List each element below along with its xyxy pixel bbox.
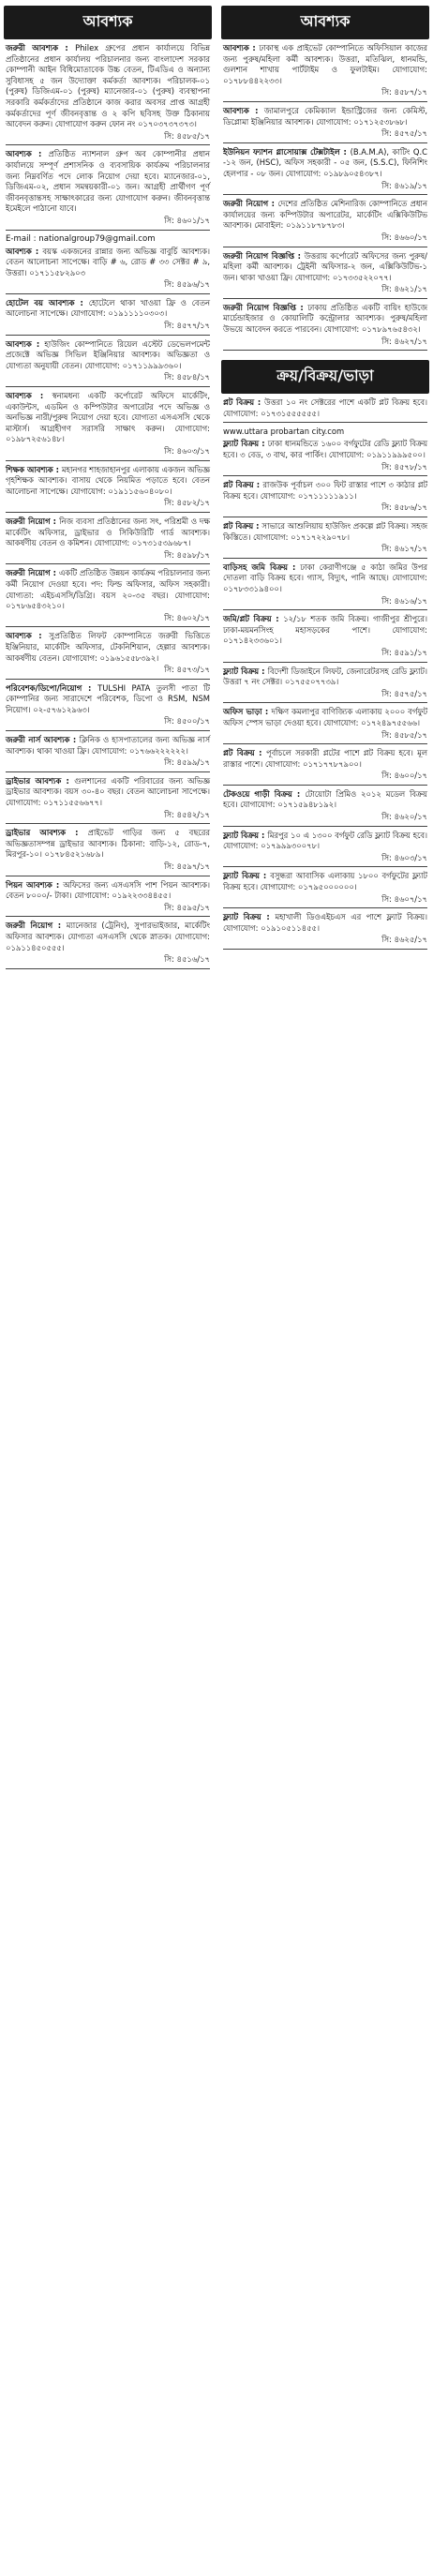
ad-title: আবশ্যক :: [6, 631, 50, 641]
ad-ref: সি: ৪৫৮৪/১৭: [164, 372, 210, 382]
ad-body: ঢাকাস্থ এক প্রাইভেট কোম্পানিতে অফিসিয়াল কাজের জন্য পুরুষ/মহিলা কর্মী আবশ্যক। উত্তরা, মতিঝিল, ধানমন্ডি, গুলশান শাখায় পার্টটাইম ও ফুলটাইম। যোগাযোগ: ০১৭৮৮৪৪২২৩৩।: [223, 43, 427, 85]
ad-divider: [223, 298, 427, 299]
ad-body: প্রতিষ্ঠিত ন্যাশনাল গ্রুপ অব কোম্পানীর প্রধান কার্যালয়ে সম্পূর্ণ প্রশাসনিক ও ব্যবসায়িক কার্যক্রম পরিচালনার জন্য নিম্নবর্ণিত পদে লোক নিয়োগ দেয়া হবে। ম্যানেজার-০১, ডিজিএম-০২, প্রধান সমন্বয়কারী-০১ জন। আগ্রহী প্রার্থীগণ পূর্ণ জীবনবৃত্তান্তসহ সাক্ষাৎকারের জন্য যোগাযোগ করুন। জীবনবৃত্তান্ত ইমেইলে পাঠানো যাবে।: [6, 149, 211, 214]
ad-ref: সি: ৪৬২১/১৭: [381, 284, 427, 294]
ad-divider: [223, 949, 427, 950]
ad-divider: [6, 730, 210, 731]
ad-ref: সি: ৪৬০১/১৭: [164, 215, 210, 225]
ad-ref: সি: ৪৬০৩/১৭: [381, 852, 427, 862]
ad-ref: সি: ৪৬৬০/১৭: [381, 232, 427, 242]
ad-body: দক্ষিণ কমলাপুর বাণিজ্যিক এলাকায় ২০০০ বর্গফুট অফিস স্পেস ভাড়া দেওয়া হবে। যোগাযোগ: ০১৭২৪৯৭৫৫৬৬।: [223, 707, 428, 727]
ad-title: ফ্ল্যাট বিক্রয় :: [223, 830, 268, 840]
ad-divider: [223, 194, 427, 195]
ad-body: মিরপুর ১০ এ ১৩০০ বর্গফুট রেডি ফ্ল্যাট বিক্রয় হবে। যোগাযোগ: ০১৭৯৯৯৩০০৭৮।: [223, 830, 427, 851]
right-column: [221, 6, 429, 953]
ad-ref: সি: ৪৬০২/১৭: [164, 612, 210, 622]
ad-divider: [223, 785, 427, 786]
ad-body: গুলশানের একটি পরিবারের জন্য অভিজ্ঞ ড্রাইভার আবশ্যক। বয়স ৩০-৪০ বছর। বেতন আলোচনা সাপেক্ষে। যোগাযোগ: ০১৭১১৫৫৬৬৭৭।: [6, 775, 210, 808]
ad-body: উত্তরায় কর্পোরেট অফিসের জন্য পুরুষ/মহিলা কর্মী আবশ্যক। ট্রেইনী অফিসার-২ জন, এক্সিকিউটিভ-১ জন। থাকা খাওয়া ফ্রি। যোগাযোগ: ০১৭৩৩৫২২০৭৭।: [223, 250, 427, 282]
ad-body: ১২/১৮ শতক জমি বিক্রয়। গাজীপুর শ্রীপুরে। ঢাকা-ময়মনসিংহ মহাসড়কের পাশে। যোগাযোগ: ০১৭১৪২৩৩৬০১।: [223, 614, 427, 646]
ad-divider: [223, 743, 427, 744]
ad-title: জরুরী আবশ্যক :: [6, 43, 76, 52]
ad-body: বয়স্ক একজনের রান্নার জন্য অভিজ্ঞ বাবুর্চি আবশ্যক। বেতন আলোচনা সাপেক্ষে। বাড়ি # ৬, রোড # ৩৩ সেক্টর # ৯, উত্তরা। ০১৭১১৫৮২৯০৩: [6, 246, 210, 277]
classified-ad: [6, 921, 210, 965]
ad-title: আবশ্যক :: [6, 246, 43, 256]
ad-ref: সি: ৪৫৮৫/১৭: [164, 130, 210, 141]
ad-ref: সি: ৪৫৭৭/১৭: [164, 321, 210, 331]
ad-title: প্লট বিক্রয় :: [223, 397, 264, 408]
classified-ad: [6, 735, 210, 769]
ad-body: হাউজিং কোম্পানিতে রিয়েল এস্টেট ডেভেলপমেন্ট প্রজেক্টে অভিজ্ঞ সিভিল ইঞ্জিনিয়ার আবশ্যক। অভিজ্ঞতা ও যোগ্যতা অনুযায়ী বেতন। যোগাযোগ: ০১৭১১৯৯৯৩৬০।: [6, 338, 210, 370]
ad-divider: [6, 512, 210, 513]
ad-body: বসুন্ধরা আবাসিক এলাকায় ১৮০০ বর্গফুটের ফ্ল্যাট বিক্রয় হবে। যোগাযোগ: ০১৭৯৫০০০০০০।: [223, 871, 427, 892]
ad-body: দেশের প্রতিষ্ঠিত মেশিনারিজ কোম্পানিতে প্রধান কার্যালয়ের জন্য কম্পিউটার অপারেটর, মার্কেটিং এক্সিকিউটিভ আবশ্যক। মোবাইল: ০১৯১১৮৭৮৭৮৩।: [223, 199, 427, 231]
ad-divider: [223, 826, 427, 827]
ad-body: উত্তরা ১০ নং সেক্টরের পাশে একটি প্লট বিক্রয় হবে। যোগাযোগ: ০১৭৩১৫৫৫৫৫৫।: [223, 397, 427, 418]
ad-body: TULSHI PATA তুলসী পাতা টি কোম্পানির জন্য সারাদেশে পরিবেশক, ডিপো ও RSM, NSM নিয়োগ। ০২-৫৭৬১২৯৬৩।: [6, 682, 210, 714]
ad-title: আবশ্যক :: [6, 149, 49, 159]
ad-ref: সি: ৪৫৯৬/১৭: [164, 279, 210, 290]
ad-body: স্বনামধন্য একটি কর্পোরেট অফিসে মার্কেটিং, একাউন্টস, এডমিন ও কম্পিউটার অপারেটর পদে অভিজ্ঞ ও অনভিজ্ঞ নারী/পুরুষ নিয়োগ দেয়া হবে। যোগ্যতা এসএসসি থেকে মাস্টার্স। আগ্রহীগণ সরাসরি সাক্ষাৎ করুন। যোগাযোগ: ০১৯৮৭২৫৬১৪৮।: [6, 391, 210, 444]
classified-ad: [223, 748, 427, 782]
ad-divider: [223, 702, 427, 703]
ad-divider: [223, 609, 427, 610]
ad-divider: [6, 968, 210, 969]
ad-divider: [6, 293, 210, 294]
ad-title: জরুরী নার্স আবশ্যক :: [6, 735, 80, 745]
section-header-sale: ক্রয়/বিক্রয়/ভাড়া: [221, 360, 429, 394]
ad-title: হোটেল বয় আবশ্যক :: [6, 297, 89, 307]
ad-body: ঢাকা কেরাণীগঞ্জে ৫ কাঠা জমির উপর দোতলা বাড়ি বিক্রয় হবে। গ্যাস, বিদ্যুৎ, পানি আছে। যোগাযোগ: ০১৭৮৩৩১৯৪০০।: [223, 562, 427, 593]
ad-body: জামালপুরে কেমিক্যাল ইন্ডাস্ট্রিজের জন্য কেমিস্ট, ডিপ্লোমা ইঞ্জিনিয়ার আবশ্যক। যোগাযোগ: ০১৭১২৫৩৮৬৮।: [223, 105, 427, 127]
classified-ad: [223, 707, 427, 741]
ad-email[interactable]: E-mail : nationalgroup79@gmail.com: [6, 233, 156, 244]
ad-body: নিজ ব্যবসা প্রতিষ্ঠানের জন্য সৎ, পরিশ্রমী ও দক্ষ মার্কেটিং অফিসার, ড্রাইভার ও সিকিউরিটি গার্ড আবশ্যক। আকর্ষণীয় বেতন ও কমিশন। যোগাযোগ: ০১৭৩১৫৩৯৬৮৭।: [6, 516, 210, 548]
ad-title: ফ্ল্যাট বিক্রয় :: [223, 871, 271, 881]
classified-ad: [6, 149, 210, 226]
ad-divider: [223, 350, 427, 351]
classified-ad: [6, 776, 210, 820]
ad-ref: সি: ৪৫৮৬/১৭: [381, 502, 427, 513]
classified-ad: [6, 568, 210, 623]
classified-ad: [6, 247, 210, 291]
ad-body: ক্লিনিক ও হাসপাতালের জন্য অভিজ্ঞ নার্স আবশ্যক। থাকা খাওয়া ফ্রি। যোগাযোগ: ০১৭৬৬২২২২২২।: [6, 735, 210, 756]
ad-title: প্লট বিক্রয় :: [223, 521, 262, 531]
ad-ref: সি: ৪৫৯৫/১৭: [164, 902, 210, 912]
left-ads-list: [4, 43, 212, 969]
ad-title: ফ্ল্যাট বিক্রয় :: [223, 912, 276, 922]
ad-title: প্লট বিক্রয় :: [223, 748, 266, 758]
ad-divider: [223, 101, 427, 102]
ad-title: পরিবেশক/ডিপো/নিয়োগ :: [6, 682, 98, 693]
ad-ref: সি: ৪৬০০/১৭: [381, 771, 427, 781]
classified-ad: [223, 562, 427, 607]
ad-ref: সি: ৪৬১৯/১৭: [381, 180, 427, 190]
section-header-right: আবশ্যক: [221, 6, 429, 39]
ad-divider: [223, 866, 427, 867]
sale-ads-list: [221, 397, 429, 950]
ad-body: রাজউক পূর্বাচল ৩০০ ফিট রাস্তার পাশে ৩ কাঠার প্লট বিক্রয় হবে। যোগাযোগ: ০১৭১১১১১৯১১।: [223, 480, 428, 501]
ad-divider: [6, 563, 210, 564]
ad-body: প্রাইভেট গাড়ির জন্য ৫ বছরের অভিজ্ঞতাসম্পন্ন ড্রাইভার আবশ্যক। ঠিকানা: বাড়ি-১২, রোড-৭, মিরপুর-১০। ০১৭৮৪৫২১৬৮৯।: [6, 828, 210, 860]
classified-ad: [6, 828, 210, 872]
ad-title: টেকওয়ে গাড়ী বিক্রয় :: [223, 788, 306, 799]
ad-divider: [223, 558, 427, 559]
ad-ref: সি: ৪৬১৭/১৭: [381, 544, 427, 554]
ad-title: ইউনিয়ন ফ্যাশন গ্লাসোয়াক্স টেক্সটাইল :: [223, 146, 351, 157]
classified-ad: [6, 683, 210, 727]
ad-ref: সি: ৪৬২৭/১৭: [381, 336, 427, 346]
ad-ref: সি: ৪৫৯৭/১৭: [164, 861, 210, 871]
classified-ad: [223, 666, 427, 700]
ad-divider: [6, 144, 210, 145]
ad-body: টোয়োটা প্রিমিও ২০১২ মডেল বিক্রয় হবে। যোগাযোগ: ০১৭১৫৯৪৮১৯২।: [223, 788, 427, 810]
ad-divider: [6, 771, 210, 772]
classified-ad: [223, 789, 427, 823]
ad-ref: সি: ৪৫৯৯/১৭: [164, 757, 210, 768]
ad-title: জরুরী নিয়োগ :: [223, 199, 278, 209]
ad-ref: সি: ৪৬২৫/১৭: [381, 935, 427, 945]
ad-ref: সি: ৪৫১৬/১৭: [164, 954, 210, 965]
ad-body: একটি প্রতিষ্ঠিত উন্নয়ন কার্যক্রম পরিচালনার জন্য কর্মী নিয়োগ দেওয়া হবে। পদ: ফিল্ড অফিসার, অফিস সহকারী। যোগ্যতা: এইচএসসি/ডিগ্রি। বয়স ২০-৩৫ বছর। যোগাযোগ: ০১৭৮৬৫৪৩২১০।: [6, 568, 210, 611]
classified-ad: [223, 480, 427, 514]
ad-divider: [223, 475, 427, 476]
left-column: [4, 6, 212, 973]
ad-title: প্লট বিক্রয় :: [223, 480, 263, 490]
ad-title: জরুরী নিয়োগ বিজ্ঞপ্তি :: [223, 302, 308, 312]
ad-title: জরুরী নিয়োগ :: [6, 568, 59, 578]
classified-ad: [223, 303, 427, 347]
ad-body: (B.A.M.A), কাটিং Q.C -১২ জন, (HSC), অফিস সহকারী - ০৫ জন, (S.S.C), ফিনিশিং হেলপার - ০৮ জন। যোগাযোগ: ০১৯৮৯০৫৪৩৮৭।: [223, 146, 427, 178]
ad-divider: [223, 142, 427, 143]
ad-title: শিক্ষক আবশ্যক :: [6, 464, 62, 474]
classified-ad: [223, 521, 427, 555]
ad-body: হোটেলে থাকা খাওয়া ফ্রি ও বেতন আলোচনা সাপেক্ষে। যোগাযোগ: ০১৯১১১১০৩০৩।: [6, 297, 210, 319]
ad-divider: [6, 335, 210, 336]
classified-ad: [223, 106, 427, 140]
ad-title: আবশ্যক :: [6, 338, 45, 349]
classified-ad: [6, 631, 210, 675]
ad-title: ফ্ল্যাট বিক্রয় :: [223, 439, 268, 449]
ad-ref: সি: ৪৫৭৩/১৭: [164, 665, 210, 675]
ad-divider: [6, 386, 210, 387]
ad-ref: সি: ৪৫৮৫/১৭: [381, 729, 427, 740]
ad-divider: [223, 662, 427, 663]
classified-ad: [223, 251, 427, 295]
ad-divider: [6, 230, 210, 231]
ad-ref: সি: ৪৫৮৭/১৭: [381, 87, 427, 97]
ad-ref: সি: ৪৬২০/১৭: [381, 812, 427, 822]
ad-divider: [6, 916, 210, 917]
ad-divider: [223, 907, 427, 908]
classified-ad: [223, 439, 427, 472]
ad-divider: [6, 823, 210, 824]
classified-ad: [223, 43, 427, 98]
ad-title: জমি/প্লট বিক্রয় :: [223, 614, 284, 624]
ad-ref: সি: ৪৬১৬/১৭: [381, 595, 427, 606]
ad-body: ঢাকা ধানমন্ডিতে ১৬০০ বর্গফুটের রেডি ফ্ল্যাট বিক্রয় হবে। ৩ বেড, ৩ বাথ, কার পার্কিং। যোগাযোগ: ০১৯১১৯৯৯৫০০।: [223, 439, 428, 460]
ad-body: সাভারে আশুলিয়ায় হাউজিং প্রকল্পে প্লট বিক্রয়। সহজ কিস্তিতে। যোগাযোগ: ০১৭১৭২২৯০৭৮।: [223, 521, 427, 542]
classified-ad: [6, 43, 210, 142]
classified-ad: [223, 912, 427, 946]
ad-title: জরুরী নিয়োগ :: [6, 921, 67, 931]
ad-ref: সি: ৪৫৭৫/১৭: [381, 128, 427, 139]
classified-ad: [6, 391, 210, 457]
right-ads-list: [221, 43, 429, 351]
ad-title: বাড়িসহ জমি বিক্রয় :: [223, 562, 301, 572]
ad-divider: [223, 422, 427, 423]
ad-title: ড্রাইভার আবশ্যক :: [6, 775, 75, 786]
classified-ad: [223, 614, 427, 658]
ad-body: মহাখালী ডিওএইচএস এর পাশে ফ্ল্যাট বিক্রয়। যোগাযোগ: ০১৯১০৫১১৪৫৫।: [223, 912, 427, 933]
ad-divider: [6, 679, 210, 680]
classified-ad: [6, 517, 210, 561]
ad-title: ফ্ল্যাট বিক্রয় :: [223, 666, 268, 676]
ad-ref: সি: ৪৫৭৮/১৭: [381, 461, 427, 472]
ad-title: জরুরী নিয়োগ :: [6, 516, 60, 526]
classified-ad: [6, 880, 210, 914]
classified-ad: [223, 199, 427, 243]
classified-ad: [223, 871, 427, 905]
ad-title: অফিস ভাড়া :: [223, 707, 272, 717]
classified-ad: [223, 397, 427, 419]
ad-ref: সি: ৪৬০৩/১৭: [164, 446, 210, 456]
ad-ref: সি: ৪৫৪২/১৭: [164, 809, 210, 819]
ad-body: মহানগর শাহজাহানপুর এলাকায় একজন অভিজ্ঞ গৃহশিক্ষক আবশ্যক। বাসায় থেকে নিয়মিত পড়াতে হবে। বেতন আলোচনা সাপেক্ষে। যোগাযোগ: ০১৯১১৫৬০৪০৮০।: [6, 464, 211, 496]
ad-title: আবশ্যক :: [6, 391, 52, 401]
ad-body: ঢাকায় প্রতিষ্ঠিত একটি বায়িং হাউজে মার্চেন্ডাইজার ও কোয়ালিটি কন্ট্রোলার আবশ্যক। পুরুষ/মহিলা উভয়ে আবেদন করতে পারবেন। যোগাযোগ: ০১৭৮৯৭৬৫৪৩২।: [223, 302, 427, 335]
ad-body: অফিসের জন্য এসএসসি পাশ পিয়ন আবশ্যক। বেতন ৮০০০/- টাকা। যোগাযোগ: ০১৯২২৩৩৪৪৫৫।: [6, 879, 210, 901]
ad-ref: সি: ৪৫০০/১৭: [164, 716, 210, 726]
ad-title: আবশ্যক :: [223, 105, 264, 115]
section-header-left: আবশ্যক: [4, 6, 212, 39]
ad-ref: সি: ৪৫৮২/১৭: [164, 498, 210, 508]
ad-divider: [6, 626, 210, 627]
ad-body: পূর্বাচলে সরকারী প্লটের পাশে প্লট বিক্রয় হবে। মূল রাস্তার পাশে। যোগাযোগ: ০১৭১৭৭৮৭৯০০।: [223, 748, 427, 769]
ad-body: Philex গ্রুপের প্রধান কার্যালয়ে বিভিন্ন প্রতিষ্ঠানের প্রধান কার্যালয় পরিচালনার জন্য বাংলাদেশ সরকার কোম্পানী আইন বিধিমোতাবেক উচ্চ বেতন, টিএডিএ ও অন্যান্য সুবিধাসহ ৫ জন উদ্যোক্তা কর্মকর্তা আবশ্যক। পরিচালক-০১ (পুরুষ) ডিজিএম-০১ (পুরুষ) ম্যানেজার-০১ (পুরুষ) ব্যবস্থাপনা সরকারি কর্মকর্তাদের প্রতিষ্ঠানে কাজ করার অবসর প্রাপ্ত আগ্রহী কর্মকর্তাদের পূর্ণ জীবনবৃত্তান্ত ও ২ কপি ছবিসহ উক্ত ঠিকানায় আবেদন করুন। যোগাযোগ করুন ফোন নং ০১৭০৩৭৩৭৩৭৩।: [6, 43, 210, 129]
ad-ref: সি: ৪৫৯১/১৭: [381, 647, 427, 657]
ad-title: পিয়ন আবশ্যক :: [6, 879, 64, 890]
ad-title: জরুরী নিয়োগ বিজ্ঞপ্তি :: [223, 250, 305, 261]
classified-ad: [6, 465, 210, 509]
ad-body: সুপ্রতিষ্ঠিত লিফট কোম্পানিতে জরুরী ভিত্তিতে ইঞ্জিনিয়ার, মার্কেটিং অফিসার, টেকনিশিয়ান, হেল্পার আবশ্যক। আকর্ষণীয় বেতন। যোগাযোগ: ০১৯৬১৫৫৮৩৯২।: [6, 631, 210, 663]
classified-ad: [6, 298, 210, 332]
ad-title: আবশ্যক :: [223, 43, 260, 52]
ad-title: ড্রাইভার আবশ্যক :: [6, 828, 88, 838]
ad-body: বিদেশী ডিজাইনে লিফট, জেনারেটরসহ রেডি ফ্ল্যাট। উত্তরা ৭ নং সেক্টর। ০১৭৫৫০৭৭৩৯।: [223, 666, 427, 687]
classified-ad: [223, 147, 427, 191]
ad-ref: সি: ৪৬০৭/১৭: [381, 893, 427, 904]
ad-body: ম্যানেজার (ট্রেনিং), সুপারভাইজার, মার্কেটিং অফিসার আবশ্যক। যোগ্যতা এসএসসি থেকে স্নাতক। যোগাযোগ: ০১৯১১৪৫০৫৫৫।: [6, 921, 210, 952]
classified-ad: [6, 339, 210, 383]
ad-url[interactable]: www.uttara probartan city.com: [223, 427, 345, 437]
ad-divider: [6, 460, 210, 461]
ad-ref: সি: ৪৫৭৫/১৭: [381, 688, 427, 698]
ad-ref: সি: ৪৫৯৮/১৭: [164, 549, 210, 560]
classified-ad: [223, 831, 427, 864]
